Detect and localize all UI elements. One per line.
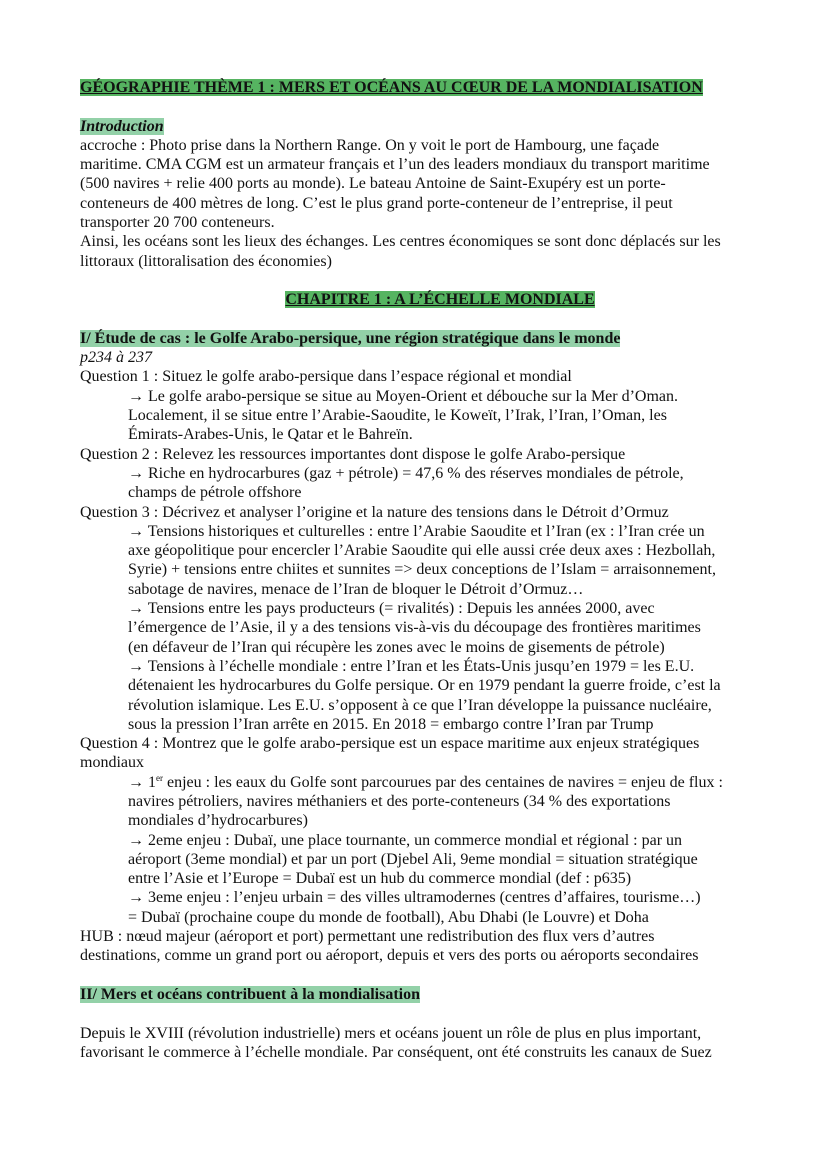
- chapter-heading: [80, 290, 800, 309]
- text-line: [80, 638, 800, 657]
- line-text: révolution islamique. Les E.U. s’opposent à ce que l’Iran développe la puissance nucléaire,: [128, 696, 712, 714]
- text-line: [80, 1024, 800, 1043]
- line-text: navires pétroliers, navires méthaniers et des porte-conteneurs (34 % des exportations: [128, 792, 671, 810]
- line-text: → Tensions entre les pays producteurs (= rivalités) : Depuis les années 2000, avec: [128, 600, 655, 618]
- line-text: l’émergence de l’Asie, il y a des tensions vis-à-vis du découpage des frontières maritimes: [128, 619, 701, 637]
- text-line: [80, 869, 800, 888]
- text-line: [80, 136, 800, 155]
- text-line: [80, 831, 800, 850]
- text-line: [80, 213, 800, 232]
- line-text: Question 2 : Relevez les ressources importantes dont dispose le golfe Arabo-persique: [80, 445, 626, 463]
- text-line: [80, 753, 800, 772]
- line-text: p234 à 237: [80, 349, 152, 367]
- section-heading-2: [80, 985, 800, 1004]
- line-text: CHAPITRE 1 : A L’ÉCHELLE MONDIALE: [285, 291, 595, 309]
- text-line: [80, 715, 800, 734]
- line-text: II/ Mers et océans contribuent à la mondialisation: [80, 985, 420, 1003]
- text-line: [80, 194, 800, 213]
- line-text: aéroport (3eme mondial) et par un port (Djebel Ali, 9eme mondial = situation stratégique: [128, 850, 698, 868]
- line-text: → Riche en hydrocarbures (gaz + pétrole) = 47,6 % des réserves mondiales de pétrole,: [128, 464, 684, 482]
- question-1: [80, 367, 800, 386]
- text-line: [80, 560, 800, 579]
- line-text: (500 navires + relie 400 ports au monde). Le bateau Antoine de Saint-Exupéry est un porte-: [80, 175, 666, 193]
- text-line: [80, 792, 800, 811]
- line-text: Question 1 : Situez le golfe arabo-persique dans l’espace régional et mondial: [80, 368, 572, 386]
- text-line: [80, 599, 800, 618]
- blank-line: [80, 966, 800, 985]
- line-text: entre l’Asie et l’Europe = Dubaï est un hub du commerce mondial (def : p635): [128, 870, 632, 888]
- text-line: [80, 618, 800, 637]
- line-text: = Dubaï (prochaine coupe du monde de football), Abu Dhabi (le Louvre) et Doha: [128, 908, 649, 926]
- text-line: [80, 174, 800, 193]
- text-line: [80, 657, 800, 676]
- line-text: favorisant le commerce à l’échelle mondiale. Par conséquent, ont été construits les canaux de Suez: [80, 1043, 712, 1061]
- document-title: [80, 78, 800, 97]
- line-text: I/ Étude de cas : le Golfe Arabo-persique, une région stratégique dans le monde: [80, 329, 621, 347]
- text-line: [80, 811, 800, 830]
- line-text-continued: enjeu : les eaux du Golfe sont parcourues par des centaines de navires = enjeu de flux :: [163, 773, 723, 791]
- line-text: détenaient les hydrocarbures du Golfe persique. Or en 1979 pendant la guerre froide, c’est la: [128, 677, 721, 695]
- line-text: → Le golfe arabo-persique se situe au Moyen-Orient et débouche sur la Mer d’Oman.: [128, 387, 679, 405]
- text-line: [80, 406, 800, 425]
- question-4: [80, 734, 800, 753]
- line-text: accroche : Photo prise dans la Northern Range. On y voit le port de Hambourg, une façade: [80, 136, 660, 154]
- line-text: → 3eme enjeu : l’enjeu urbain = des villes ultramodernes (centres d’affaires, tourisme…): [128, 889, 701, 907]
- line-text: → 2eme enjeu : Dubaï, une place tournante, un commerce mondial et régional : par un: [128, 831, 683, 849]
- line-text: littoraux (littoralisation des économies): [80, 252, 332, 270]
- document-page: [80, 78, 800, 1062]
- text-line: [80, 580, 800, 599]
- definition-hub: [80, 927, 800, 946]
- text-line: [80, 1043, 800, 1062]
- line-text: sabotage de navires, menace de l’Iran de bloquer le Détroit d’Ormuz…: [128, 580, 584, 598]
- text-line: [80, 155, 800, 174]
- line-text: HUB : nœud majeur (aéroport et port) permettant une redistribution des flux vers d’autres: [80, 928, 655, 946]
- question-2: [80, 445, 800, 464]
- section-heading-introduction: [80, 117, 800, 136]
- text-line: [80, 676, 800, 695]
- line-text: maritime. CMA CGM est un armateur français et l’un des leaders mondiaux du transport maritime: [80, 156, 710, 174]
- line-text: Introduction: [80, 117, 164, 135]
- line-text: → 1: [128, 773, 156, 791]
- text-line: [80, 464, 800, 483]
- text-line: [80, 425, 800, 444]
- line-text: Émirats-Arabes-Unis, le Qatar et le Bahreïn.: [128, 426, 413, 444]
- text-line: [80, 696, 800, 715]
- text-line: [80, 850, 800, 869]
- line-text: mondiales d’hydrocarbures): [128, 812, 308, 830]
- line-text: → Tensions historiques et culturelles : entre l’Arabie Saoudite et l’Iran (ex : l’Iran crée un: [128, 522, 705, 540]
- text-line: [80, 946, 800, 965]
- line-text: (en défaveur de l’Iran qui récupère les zones avec le moins de gisements de pétrole): [128, 638, 665, 656]
- text-line: [80, 483, 800, 502]
- line-text: → Tensions à l’échelle mondiale : entre l’Iran et les États-Unis jusqu’en 1979 = les E.U.: [128, 657, 695, 675]
- text-line: [80, 522, 800, 541]
- line-text: champs de pétrole offshore: [128, 484, 302, 502]
- line-text: Depuis le XVIII (révolution industrielle) mers et océans jouent un rôle de plus en plus important,: [80, 1024, 702, 1042]
- line-text: GÉOGRAPHIE THÈME 1 : MERS ET OCÉANS AU CŒUR DE LA MONDIALISATION: [80, 79, 703, 96]
- text-line: [80, 232, 800, 251]
- text-line: [80, 888, 800, 907]
- blank-line: [80, 310, 800, 329]
- line-text: Question 4 : Montrez que le golfe arabo-persique est un espace maritime aux enjeux stratégiques: [80, 735, 700, 753]
- line-text: conteneurs de 400 mètres de long. C’est le plus grand porte-conteneur de l’entreprise, il peut: [80, 194, 673, 212]
- text-line: [80, 773, 800, 792]
- line-text: Question 3 : Décrivez et analyser l’origine et la nature des tensions dans le Détroit d’Ormuz: [80, 503, 669, 521]
- line-text: Localement, il se situe entre l’Arabie-Saoudite, le Koweït, l’Irak, l’Iran, l’Oman, les: [128, 407, 667, 425]
- line-text: Ainsi, les océans sont les lieux des échanges. Les centres économiques se sont donc déplacés sur les: [80, 233, 721, 251]
- text-line: [80, 908, 800, 927]
- page-reference: [80, 348, 800, 367]
- blank-line: [80, 97, 800, 116]
- line-text: mondiaux: [80, 754, 144, 772]
- line-text: Syrie) + tensions entre chiites et sunnites => deux conceptions de l’Islam = arraisonnement,: [128, 561, 716, 579]
- line-text: transporter 20 700 conteneurs.: [80, 214, 275, 232]
- line-text: axe géopolitique pour encercler l’Arabie Saoudite qui elle aussi crée deux axes : Hezbollah,: [128, 542, 716, 560]
- line-text: destinations, comme un grand port ou aéroport, depuis et vers des ports ou aéroports secondaires: [80, 947, 699, 965]
- text-line: [80, 387, 800, 406]
- superscript: er: [156, 772, 163, 783]
- text-line: [80, 541, 800, 560]
- text-line: [80, 252, 800, 271]
- question-3: [80, 503, 800, 522]
- blank-line: [80, 271, 800, 290]
- line-text: sous la pression l’Iran arrête en 2015. En 2018 = embargo contre l’Iran par Trump: [128, 715, 654, 733]
- section-heading-1: [80, 329, 800, 348]
- blank-line: [80, 1004, 800, 1023]
